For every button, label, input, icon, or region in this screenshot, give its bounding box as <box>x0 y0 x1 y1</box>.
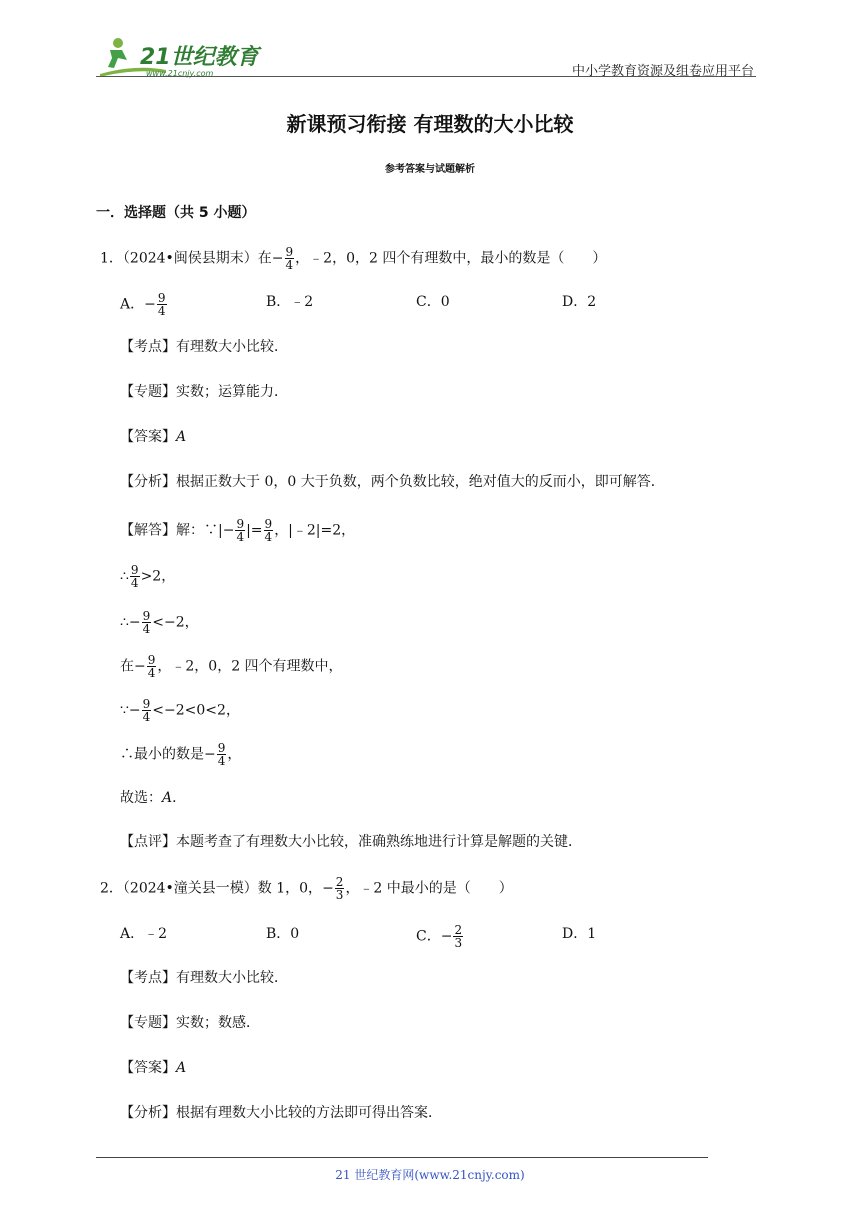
q1-dianping: 【点评】本题考查了有理数大小比较，准确熟练地进行计算是解题的关键． <box>120 834 582 850</box>
q1-guxuan: 故选：A． <box>120 790 187 806</box>
q1-step-5: ∴最小的数是− $\frac{9}{4}$ ， <box>120 741 242 768</box>
page-title: 新课预习衔接 有理数的大小比较 <box>286 112 574 136</box>
fraction: $\frac{2}{3}$ <box>454 923 463 950</box>
q1-option-d[interactable]: D．2 <box>562 294 597 310</box>
fraction: $\frac{9}{4}$ <box>264 517 273 544</box>
q2-option-c[interactable]: C．− $\frac{2}{3}$ <box>416 923 463 950</box>
q1-answer: 【答案】A <box>120 429 187 445</box>
q2-option-d[interactable]: D．1 <box>562 926 597 942</box>
footer-link[interactable]: 21 世纪教育网(www.21cnjy.com) <box>335 1168 525 1182</box>
q2-option-a[interactable]: A．﹣2 <box>120 926 168 942</box>
fraction: $\frac{9}{4}$ <box>157 291 166 318</box>
q2-kaodian: 【考点】有理数大小比较． <box>120 970 288 986</box>
fraction: $\frac{9}{4}$ <box>130 563 139 590</box>
q2-fenxi: 【分析】根据有理数大小比较的方法即可得出答案． <box>120 1105 442 1121</box>
q1-zhuanti: 【专题】实数；运算能力． <box>120 384 288 400</box>
footer-divider <box>96 1157 708 1158</box>
header-divider <box>96 76 756 77</box>
q1-option-c[interactable]: C．0 <box>416 294 450 310</box>
q1-stem: 1．（2024•闽侯县期末）在− $\frac{9}{4}$ ，﹣2，0，2 四个有理数中，最小的数是（ ） <box>100 245 607 272</box>
q1-kaodian: 【考点】有理数大小比较． <box>120 339 288 355</box>
fraction: $\frac{9}{4}$ <box>236 517 245 544</box>
q1-step-1: ∴ $\frac{9}{4}$ >2， <box>120 563 176 590</box>
fraction: $\frac{2}{3}$ <box>335 875 344 902</box>
header-platform-text: 中小学教育资源及组卷应用平台 <box>571 64 754 79</box>
logo-text: 21世纪教育 <box>140 45 259 70</box>
fraction: $\frac{9}{4}$ <box>142 609 151 636</box>
q1-option-b[interactable]: B．﹣2 <box>266 294 314 310</box>
q2-answer: 【答案】A <box>120 1060 187 1076</box>
q2-zhuanti: 【专题】实数；数感． <box>120 1015 260 1031</box>
runner-logo-icon <box>96 34 266 80</box>
page-subtitle: 参考答案与试题解析 <box>385 164 475 175</box>
fraction: $\frac{9}{4}$ <box>285 245 294 272</box>
site-logo <box>96 34 266 80</box>
q2-option-b[interactable]: B．0 <box>266 926 300 942</box>
fraction: $\frac{9}{4}$ <box>217 741 226 768</box>
fraction: $\frac{9}{4}$ <box>147 653 156 680</box>
q1-step-4: ∵− $\frac{9}{4}$ <−2<0<2， <box>120 697 240 724</box>
fraction: $\frac{9}{4}$ <box>142 697 151 724</box>
q1-step-2: ∴− $\frac{9}{4}$ <−2， <box>120 609 199 636</box>
q1-option-a[interactable]: A．− $\frac{9}{4}$ <box>120 291 166 318</box>
q1-jieda: 【解答】解：∵|− $\frac{9}{4}$ |= $\frac{9}{4}$ ，|﹣2|=2， <box>120 517 356 544</box>
q1-step-3: 在− $\frac{9}{4}$ ，﹣2，0，2 四个有理数中， <box>120 653 343 680</box>
q2-stem: 2．（2024•潼关县一模）数 1，0，− $\frac{2}{3}$ ，﹣2 中最小的是（ ） <box>100 875 513 902</box>
logo-url: www.21cnjy.com <box>146 69 214 78</box>
q1-fenxi: 【分析】根据正数大于 0，0 大于负数，两个负数比较，绝对值大的反而小，即可解答． <box>120 474 665 490</box>
section-heading: 一．选择题（共 5 小题） <box>96 205 256 221</box>
